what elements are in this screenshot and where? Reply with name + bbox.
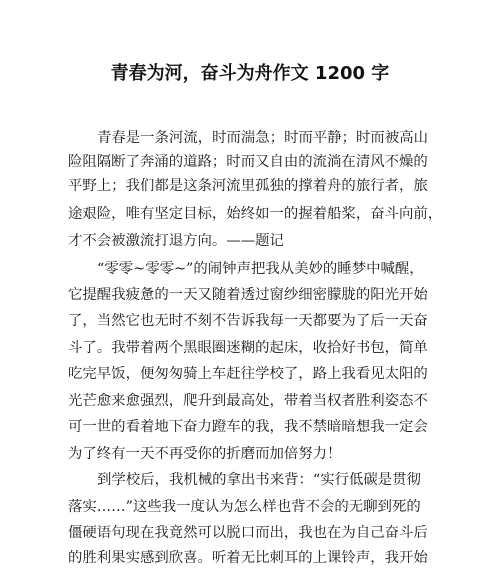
paragraph-line: 的胜利果实感到欣喜。听着无比刺耳的上课铃声，我开始 [68, 550, 428, 566]
paragraph-line: 落实……”这些我一度认为怎么样也背不会的无聊到死的 [68, 499, 421, 515]
paragraph-line: 途艰险，唯有坚定目标，始终如一的握着船桨，奋斗向前， [68, 206, 443, 222]
paragraph-line: 它提醒我疲惫的一天又随着透过窗纱细密朦胧的阳光开始 [68, 287, 428, 303]
essay-title: 青春为河，奋斗为舟作文 1200 字 [110, 63, 390, 84]
paragraph-line: 斗了。我带着两个黑眼圈迷糊的起床，收拾好书包，简单 [68, 340, 428, 356]
paragraph-line: “零零~零零~”的闹钟声把我从美妙的睡梦中喊醒， [97, 261, 424, 277]
paragraph-line: 可一世的看着地下奋力蹬车的我，我不禁暗暗想我一定会 [68, 419, 428, 435]
paragraph-line: 险阻隔断了奔涌的道路；时而又自由的流淌在清风不燥的 [68, 154, 428, 170]
paragraph-line: 为了终有一天不再受你的折磨而加倍努力！ [68, 446, 342, 462]
paragraph-line: 平野上；我们都是这条河流里孤独的撑着舟的旅行者，旅 [68, 178, 428, 194]
paragraph-line: 僵硬语句现在我竟然可以脱口而出，我也在为自己奋斗后 [68, 525, 428, 541]
paragraph-line: 到学校后，我机械的拿出书来背：“实行低碳是贯彻 [97, 472, 421, 488]
paragraph-line: 青春是一条河流，时而湍急；时而平静；时而被高山 [97, 130, 428, 146]
paragraph-line: 光芒愈来愈强烈，爬升到最高处，带着当权者胜利姿态不 [68, 393, 428, 409]
paragraph-line: 才不会被激流打退方向。——题记 [68, 233, 284, 249]
paragraph-line: 了，当然它也无时不刻不告诉我每一天都要为了后一天奋 [68, 313, 428, 329]
paragraph-line: 吃完早饭，便匆匆骑上车赶往学校了，路上我看见太阳的 [68, 366, 428, 382]
